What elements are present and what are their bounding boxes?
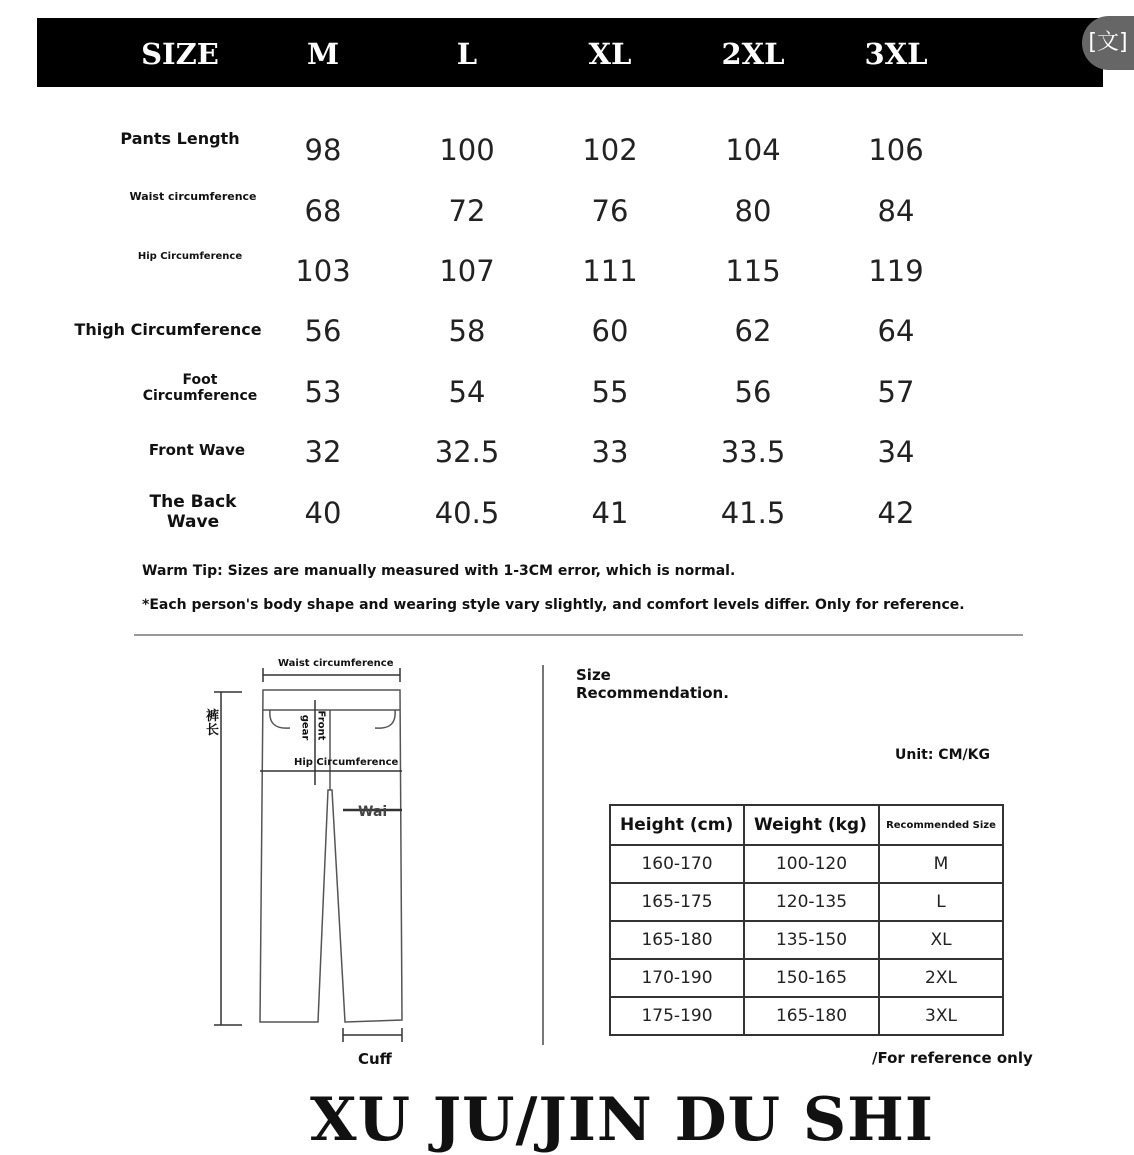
table-cell: 165-175	[610, 883, 744, 921]
row-value: 40.5	[434, 496, 500, 530]
row-value: 33.5	[720, 435, 786, 469]
row-label: Thigh Circumference	[74, 320, 262, 339]
table-row	[610, 845, 1003, 883]
table-cell: 175-190	[610, 997, 744, 1035]
table-cell: 160-170	[610, 845, 744, 883]
brand-name: XU JU/JIN DU SHI	[310, 1085, 934, 1155]
row-value: 55	[591, 375, 629, 409]
vertical-divider	[542, 665, 544, 1045]
table-cell: 165-180	[610, 921, 744, 959]
row-value: 56	[304, 314, 342, 348]
translate-icon[interactable]: [文]	[1082, 16, 1134, 70]
row-value: 115	[725, 254, 781, 288]
table-cell: L	[879, 883, 1003, 921]
row-value: 119	[868, 254, 924, 288]
divider	[134, 634, 1023, 636]
row-value: 62	[734, 314, 772, 348]
recommendation-table	[609, 804, 1004, 1036]
row-label: Front Wave	[148, 441, 246, 459]
row-value: 106	[868, 133, 924, 167]
cuff-label: Cuff	[358, 1050, 392, 1068]
table-cell: 100-120	[744, 845, 879, 883]
row-value: 32	[304, 435, 342, 469]
row-value: 72	[448, 194, 486, 228]
row-value: 76	[591, 194, 629, 228]
table-cell: 2XL	[879, 959, 1003, 997]
reference-only: /For reference only	[872, 1049, 1033, 1067]
row-value: 53	[304, 375, 342, 409]
row-value: 42	[877, 496, 915, 530]
row-value: 100	[439, 133, 495, 167]
row-value: 103	[295, 254, 351, 288]
hip-label: Hip Circumference	[294, 757, 399, 768]
table-cell: 165-180	[744, 997, 879, 1035]
row-value: 33	[591, 435, 629, 469]
row-value: 107	[439, 254, 495, 288]
header-xl: XL	[588, 37, 632, 71]
row-value: 64	[877, 314, 915, 348]
table-cell: 3XL	[879, 997, 1003, 1035]
row-value: 60	[591, 314, 629, 348]
row-value: 32.5	[434, 435, 500, 469]
warm-tip: Warm Tip: Sizes are manually measured with 1-3CM error, which is normal.	[142, 563, 736, 579]
table-cell: 120-135	[744, 883, 879, 921]
header-m: M	[306, 37, 340, 71]
row-label: Waist circumference	[129, 190, 257, 203]
row-value: 111	[582, 254, 638, 288]
row-value: 54	[448, 375, 486, 409]
table-row	[610, 883, 1003, 921]
table-cell: 135-150	[744, 921, 879, 959]
table-cell: 170-190	[610, 959, 744, 997]
row-label: The Back Wave	[149, 492, 237, 532]
row-value: 40	[304, 496, 342, 530]
row-value: 80	[734, 194, 772, 228]
length-label: 裤长	[206, 709, 220, 738]
wai-label: Wai	[358, 804, 388, 820]
table-cell: 150-165	[744, 959, 879, 997]
row-value: 104	[725, 133, 781, 167]
weight-header: Weight (kg)	[744, 805, 879, 845]
table-cell: XL	[879, 921, 1003, 959]
row-label: Hip Circumference	[137, 251, 243, 262]
gear-label: gear	[299, 714, 311, 741]
recommendation-title: Size Recommendation.	[576, 666, 729, 702]
row-label: Pants Length	[120, 129, 240, 148]
height-header: Height (cm)	[610, 805, 744, 845]
row-value: 56	[734, 375, 772, 409]
table-header-row	[610, 805, 1003, 845]
row-value: 41.5	[720, 496, 786, 530]
header-2xl: 2XL	[721, 37, 785, 71]
row-value: 58	[448, 314, 486, 348]
row-value: 34	[877, 435, 915, 469]
row-label: Foot Circumference	[142, 372, 258, 405]
row-value: 102	[582, 133, 638, 167]
row-value: 84	[877, 194, 915, 228]
row-value: 98	[304, 133, 342, 167]
front-label: Front	[315, 710, 327, 741]
reference-note: *Each person's body shape and wearing style vary slightly, and comfort levels differ. Only for reference.	[142, 597, 965, 613]
unit-label: Unit: CM/KG	[895, 747, 990, 763]
size-header: Recommended Size	[879, 805, 1003, 845]
row-value: 68	[304, 194, 342, 228]
table-row	[610, 959, 1003, 997]
header-size: SIZE	[141, 37, 219, 71]
row-value: 57	[877, 375, 915, 409]
header-3xl: 3XL	[864, 37, 928, 71]
table-row	[610, 921, 1003, 959]
table-row	[610, 997, 1003, 1035]
waist-label: Waist circumference	[278, 658, 394, 669]
pants-diagram	[200, 650, 420, 1070]
row-value: 41	[591, 496, 629, 530]
table-cell: M	[879, 845, 1003, 883]
header-l: L	[456, 37, 478, 71]
